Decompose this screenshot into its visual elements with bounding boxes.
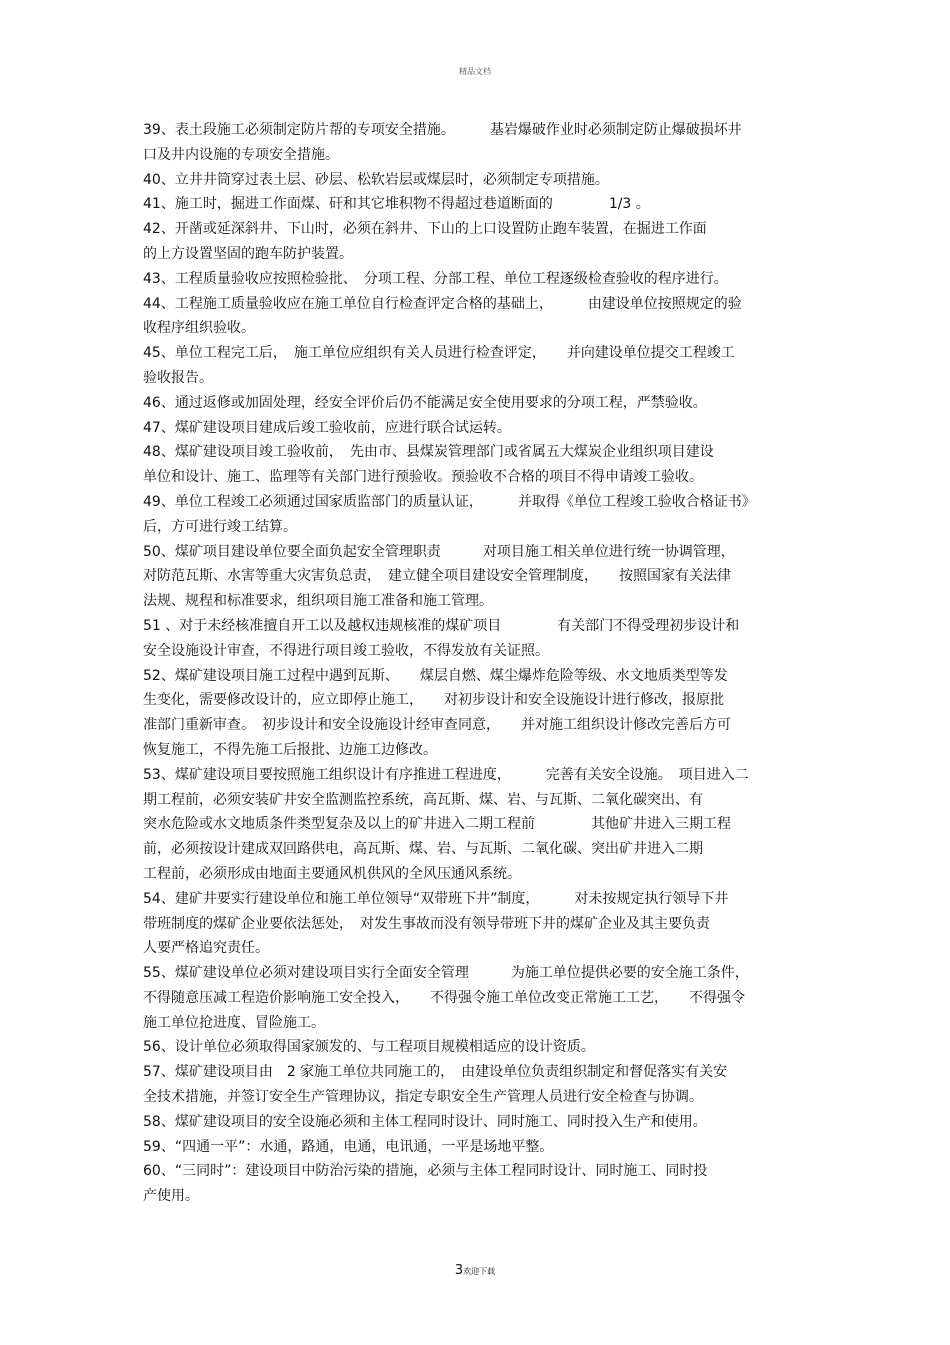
text-line: 法规、规程和标准要求，组织项目施工准备和施工管理。 — [143, 593, 493, 610]
text-line: 52、煤矿建设项目施工过程中遇到瓦斯、 煤层自燃、煤尘爆炸危险等级、水文地质类型等发 — [143, 667, 728, 684]
text-line: 55、煤矿建设单位必须对建设项目实行全面安全管理 为施工单位提供必要的安全施工条件， — [143, 965, 749, 982]
page-footer — [0, 1263, 950, 1278]
text-line: 41、施工时，掘进工作面煤、矸和其它堆积物不得超过巷道断面的 1/3 。 — [143, 196, 650, 213]
text-line: 后，方可进行竣工结算。 — [143, 518, 297, 535]
text-line: 施工单位抢进度、冒险施工。 — [143, 1014, 325, 1031]
text-line: 39、表土段施工必须制定防片帮的专项安全措施。 基岩爆破作业时必须制定防止爆破损坏井 — [143, 122, 742, 138]
text-line: 准部门重新审查。 初步设计和安全设施设计经审查同意， 并对施工组织设计修改完善后方可 — [143, 717, 731, 734]
text-line: 带班制度的煤矿企业要依法惩处， 对发生事故而没有领导带班下井的煤矿企业及其主要负责 — [143, 915, 710, 932]
text-line: 42、开凿或延深斜井、下山时，必须在斜井、下山的上口设置防止跑车装置，在掘进工作面 — [143, 221, 707, 238]
text-line: 生变化，需要修改设计的，应立即停止施工， 对初步设计和安全设施设计进行修改，报原批 — [143, 692, 724, 709]
text-line: 期工程前，必须安装矿井安全监测监控系统，高瓦斯、煤、岩、与瓦斯、二氧化碳突出、有 — [143, 791, 703, 808]
text-line: 突水危险或水文地质条件类型复杂及以上的矿井进入二期工程前 其他矿井进入三期工程 — [143, 816, 731, 833]
text-line: 人要严格追究责任。 — [143, 940, 269, 957]
text-line: 验收报告。 — [143, 369, 213, 386]
text-line: 全技术措施，并签订安全生产管理协议，指定专职安全生产管理人员进行安全检查与协调。 — [143, 1089, 703, 1106]
text-line: 46、通过返修或加固处理，经安全评价后仍不能满足安全使用要求的分项工程，严禁验收。 — [143, 394, 707, 411]
text-line: 恢复施工，不得先施工后报批、边施工边修改。 — [143, 741, 437, 758]
text-line: 40、立井井筒穿过表土层、砂层、松软岩层或煤层时，必须制定专项措施。 — [143, 171, 609, 188]
text-line: 49、单位工程竣工必须通过国家质监部门的质量认证， 并取得《单位工程竣工验收合格证书》 — [143, 493, 756, 510]
text-line: 44、工程施工质量验收应在施工单位自行检查评定合格的基础上， 由建设单位按照规定的验 — [143, 295, 742, 312]
text-line: 不得随意压减工程造价影响施工安全投入， 不得强令施工单位改变正常施工工艺， 不得强令 — [143, 989, 745, 1006]
text-line: 53、煤矿建设项目要按照施工组织设计有序推进工程进度， 完善有关安全设施。 项目进入二 — [143, 766, 749, 783]
text-line: 收程序组织验收。 — [143, 320, 255, 337]
text-line: 50、煤矿项目建设单位要全面负起安全管理职责 对项目施工相关单位进行统一协调管理， — [143, 543, 735, 560]
document-body — [143, 118, 823, 1209]
text-line: 51 、对于未经核准擅自开工以及越权违规核准的煤矿项目 有关部门不得受理初步设计和 — [143, 617, 740, 634]
text-line: 前，必须按设计建成双回路供电，高瓦斯、煤、岩、与瓦斯、二氧化碳、突出矿井进入二期 — [143, 841, 703, 858]
text-line: 单位和设计、施工、监理等有关部门进行预验收。预验收不合格的项目不得申请竣工验收。 — [143, 469, 703, 486]
text-line: 的上方设置坚固的跑车防护装置。 — [143, 245, 353, 262]
page-header: 精品文档 — [459, 67, 491, 76]
text-line: 48、煤矿建设项目竣工验收前， 先由市、县煤炭管理部门或省属五大煤炭企业组织项目建设 — [143, 444, 714, 461]
text-line: 56、设计单位必须取得国家颁发的、与工程项目规模相适应的设计资质。 — [143, 1039, 595, 1056]
text-line: 59、“四通一平”：水通，路通，电通，电讯通，一平是场地平整。 — [143, 1138, 554, 1155]
text-line: 口及井内设施的专项安全措施。 — [143, 146, 339, 163]
text-line: 工程前，必须形成由地面主要通风机供风的全风压通风系统。 — [143, 865, 521, 882]
page-number: 3 — [454, 1263, 464, 1278]
text-line: 57、煤矿建设项目由 2 家施工单位共同施工的， 由建设单位负责组织制定和督促落实有关安 — [143, 1064, 728, 1081]
text-line: 对防范瓦斯、水害等重大灾害负总责， 建立健全项目建设安全管理制度， 按照国家有关法律 — [143, 568, 731, 585]
text-line: 安全设施设计审查，不得进行项目竣工验收，不得发放有关证照。 — [143, 642, 549, 659]
footer-label: 欢迎下载 — [463, 1267, 496, 1276]
text-line: 60、“三同时”：建设项目中防治污染的措施，必须与主体工程同时设计、同时施工、同时投 — [143, 1163, 708, 1180]
text-line: 47、煤矿建设项目建成后竣工验收前，应进行联合试运转。 — [143, 419, 511, 436]
text-line: 43、工程质量验收应按照检验批、 分项工程、分部工程、单位工程逐级检查验收的程序进行。 — [143, 270, 728, 287]
text-line: 58、煤矿建设项目的安全设施必须和主体工程同时设计、同时施工、同时投入生产和使用。 — [143, 1113, 707, 1130]
text-line: 54、建矿井要实行建设单位和施工单位领导“双带班下井”制度， 对未按规定执行领导下井 — [143, 890, 729, 907]
text-line: 产使用。 — [143, 1188, 199, 1205]
text-line: 45、单位工程完工后， 施工单位应组织有关人员进行检查评定， 并向建设单位提交工程竣工 — [143, 345, 735, 362]
